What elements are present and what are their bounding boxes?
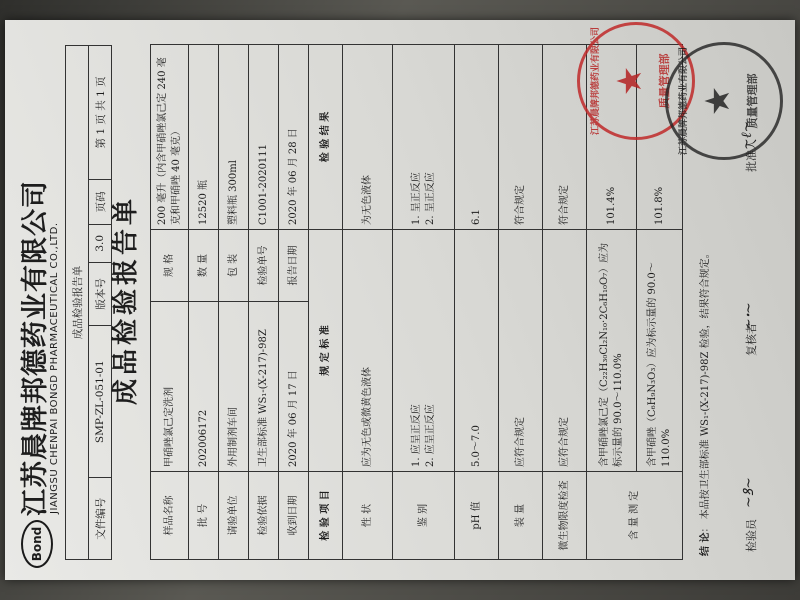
form-title: 成品检验报告单 — [66, 46, 89, 560]
quantity-label: 数 量 — [189, 230, 219, 302]
row-item: 装 量 — [499, 472, 543, 560]
basis-label: 检验依据 — [249, 472, 279, 560]
package-label: 包 装 — [219, 230, 249, 302]
sheet-no-label: 检验单号 — [249, 230, 279, 302]
sheet-no: C1001-2020111 — [249, 45, 279, 230]
col-head-item: 检 验 项 目 — [309, 472, 343, 560]
seal-company-name: 江苏晨牌邦德药业有限公司 — [679, 47, 689, 156]
seal-star-icon: ★ — [610, 65, 650, 97]
report-title: 成品检验报告单 — [111, 195, 141, 406]
row-standard: 5.0～7.0 — [455, 230, 499, 472]
row-standard: 1. 应呈正反应 2. 应呈正反应 — [393, 230, 455, 472]
report-date-label: 报告日期 — [279, 230, 309, 302]
spec-label: 规 格 — [151, 230, 189, 302]
assay-item: 含 量 测 定 — [587, 472, 683, 560]
doc-no-label: 文件编号 — [89, 478, 112, 560]
page-value: 第 1 页 共 1 页 — [89, 46, 112, 180]
report-document — [5, 20, 795, 580]
row-result: 为无色液体 — [343, 45, 393, 230]
inspector-label: 检验员 — [745, 519, 758, 552]
company-name-en: JIANGSU CHENPAI BONGD PHARMACEUTICAL CO.,LTD. — [49, 222, 60, 514]
row-result: 6.1 — [455, 45, 499, 230]
company-name: 江苏晨牌邦德药业有限公司 — [20, 180, 51, 516]
row-standard: 应符合规定 — [543, 230, 587, 472]
approver-signature: ~ℓ~ — [739, 120, 755, 150]
spec: 200 毫升（内含甲硝唑氯己定 240 毫克和甲硝唑 40 毫克） — [151, 45, 189, 230]
seal-company-name: 江苏晨牌邦德药业有限公司 — [591, 27, 601, 136]
row-result: 符合规定 — [543, 45, 587, 230]
report-date: 2020 年 06 月 28 日 — [279, 45, 309, 230]
recv-date: 2020 年 06 月 17 日 — [279, 302, 309, 472]
batch: 202006172 — [189, 302, 219, 472]
col-head-standard: 规 定 标 准 — [309, 230, 343, 472]
conclusion-label: 结 论 — [700, 532, 711, 556]
col-head-result: 检 验 结 果 — [309, 45, 343, 230]
product-name: 甲硝唑氯己定洗剂 — [151, 302, 189, 472]
reviewer-signature: ~ꞏ~ — [741, 302, 757, 330]
quantity: 12520 瓶 — [189, 45, 219, 230]
package: 塑料瓶 300ml — [219, 45, 249, 230]
batch-label: 批 号 — [189, 472, 219, 560]
assay-standard-b: 含甲硝唑（C₆H₉N₃O₃）应为标示量的 90.0～110.0% — [637, 230, 683, 472]
row-standard: 应符合规定 — [499, 230, 543, 472]
row-item: pH 值 — [455, 472, 499, 560]
approver-label: 批准人 — [745, 139, 758, 172]
row-item: 性 状 — [343, 472, 393, 560]
version-label: 版本号 — [89, 262, 112, 325]
seal-star-icon: ★ — [698, 85, 738, 117]
dept: 外用制剂车间 — [219, 302, 249, 472]
company-quality-seal-black — [665, 42, 783, 160]
doc-no: SMP-ZL-051-01 — [89, 326, 112, 478]
row-result: 1. 呈正反应 2. 呈正反应 — [393, 45, 455, 230]
assay-result-b: 101.8% — [637, 45, 683, 230]
assay-result-a: 101.4% — [587, 45, 637, 230]
seal-dept-name: 质量管理部 — [746, 73, 759, 129]
conclusion-text: 本品按卫生部标准 WS₁-(X-217)-98Z 检验，结果符合规定。 — [700, 248, 711, 520]
row-item: 鉴 别 — [393, 472, 455, 560]
product-name-label: 样品名称 — [151, 472, 189, 560]
company-logo: Bond — [21, 520, 53, 568]
seal-dept-name: 质量管理部 — [658, 53, 671, 109]
recv-date-label: 收到日期 — [279, 472, 309, 560]
reviewer-label: 复核者 — [745, 323, 758, 356]
dept-label: 请验单位 — [219, 472, 249, 560]
basis: 卫生部标准 WS₁-(X-217)-98Z — [249, 302, 279, 472]
version: 3.0 — [89, 224, 112, 262]
conclusion: 结 论： 本品按卫生部标准 WS₁-(X-217)-98Z 检验，结果符合规定。 — [700, 248, 711, 556]
row-standard: 应为无色或微黄色液体 — [343, 230, 393, 472]
page-label: 页码 — [89, 179, 112, 224]
row-item: 微生物限度检查 — [543, 472, 587, 560]
inspector-signature: ~ꝸ~ — [741, 477, 757, 508]
row-result: 符合规定 — [499, 45, 543, 230]
assay-standard-a: 含甲硝唑氯己定（C₂₂H₃₀Cl₂N₁₀·2C₆H₁₀O₇）应为标示量的 90.0～110.0% — [587, 230, 637, 472]
